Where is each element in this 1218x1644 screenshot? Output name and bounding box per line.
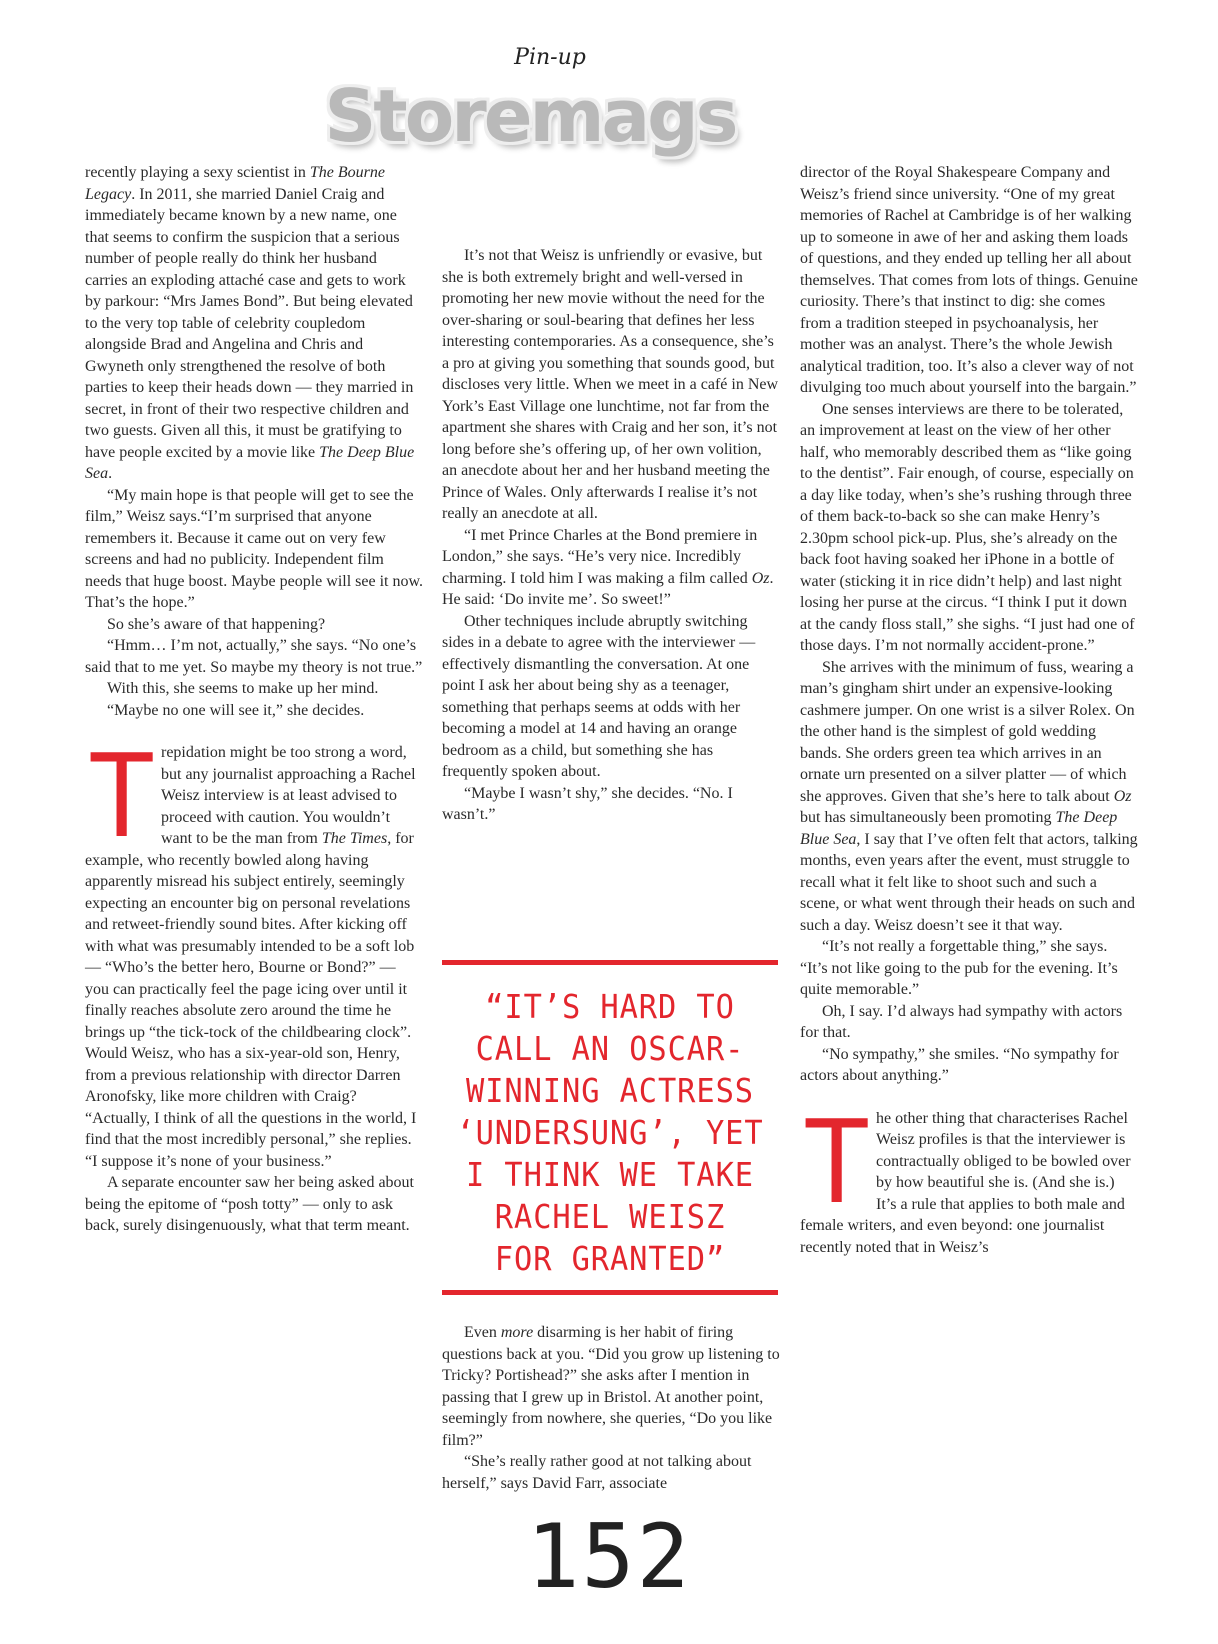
- paragraph: [442, 525, 780, 611]
- text-run: “It’s not really a forgettable thing,” she says. “It’s not like going to the pub for the evening. It’s quite memorable.”: [800, 938, 1118, 998]
- text-run: She arrives with the minimum of fuss, wearing a man’s gingham shirt under an expensive-looking cashmere jumper. On one wrist is a silver Rolex. On the other hand is the simplest of gold wedding bands. She orders green tea which arrives in an ornate urn presented on a silver platter — of which she approves. Given that she’s here to talk about: [800, 658, 1135, 805]
- pull-quote: [442, 960, 778, 1296]
- text-run: , I say that I’ve often felt that actors, talking months, even years after the event, must struggle to recall what it felt like to shoot such and such a scene, or what went through their heads on such and such a day. Weisz doesn’t see it that way.: [800, 830, 1138, 934]
- text-run: So she’s aware of that happening?: [107, 615, 326, 633]
- text-run: “She’s really rather good at not talking about herself,” says David Farr, associate: [442, 1453, 752, 1492]
- paragraph: [442, 1322, 780, 1451]
- text-run: repidation might be too strong a word, but any journalist approaching a Rachel Weisz interview is at least advised to proceed with caution. You wouldn’t want to be the man from: [161, 744, 416, 847]
- italic-title: The Deep Blue Sea: [800, 809, 1118, 848]
- italic-title: more: [500, 1324, 534, 1341]
- pull-quote-rule-bottom: [442, 1290, 778, 1295]
- pull-quote-text: “IT’S HARD TO CALL AN OSCAR- WINNING ACTRESS ‘UNDERSUNG’, YET I THINK WE TAKE RACHEL WEISZ FOR GRANTED”: [456, 987, 764, 1278]
- text-run: he other thing that characterises Rachel Weisz profiles is that the interviewer is contractually obliged to be bowled over by how beautiful she is. (And she is.) It’s a rule that applies to both male and female writers, and even beyond: one journalist recently noted that in Weisz’s: [800, 1109, 1131, 1256]
- italic-title: The Bourne Legacy: [85, 164, 385, 203]
- text-run: , for example, who recently bowled along having apparently misread his subject entirely, seemingly expecting an encounter big on personal revelations and retweet-friendly sound bites. After kicking off with what was presumably intended to be a soft lob — “Who’s the better hero, Bourne or Bond?” — you can practically feel the page icing over until it finally reaches absolute zero around the time he brings up “the tick-tock of the childbearing clock”. Would Weisz, who has a six-year-old son, Henry, from a previous relationship with director Darren Aronofsky, like more children with Craig? “Actually, I think of all the questions in the world, I find that the most incredibly personal,” she replies. “I suppose it’s none of your business.”: [85, 830, 417, 1170]
- masthead-logo: [320, 44, 740, 158]
- paragraph: [800, 1044, 1138, 1087]
- paragraph: [800, 1001, 1138, 1044]
- paragraph: [85, 726, 423, 1172]
- text-run: One senses interviews are there to be tolerated, an improvement at least on the view of her other half, who memorably described them as “like going to the dentist”. Fair enough, of course, especially on a day like today, when’s she’s rushing through three of them back-to-back so she can make Henry’s 2.30pm school pick-up. Plus, she’s already on the back foot having soaked her iPhone in a bottle of water (sticking it in rice didn’t help) and last night losing her purse at the circus. “I think I put it down at the candy floss stall,” she sighs. “I just had one of those days. I’m not normally accident-prone.”: [800, 400, 1135, 654]
- paragraph: [85, 614, 423, 636]
- paragraph: [85, 485, 423, 614]
- text-run: With this, she seems to make up her mind.: [107, 680, 379, 697]
- text-run: but has simultaneously been promoting: [800, 809, 1056, 826]
- text-run: Oh, I say. I’d always had sympathy with actors for that.: [800, 1002, 1123, 1041]
- text-run: “I met Prince Charles at the Bond premiere in London,” she says. “He’s very nice. Incredibly charming. I told him I was making a film called: [442, 526, 758, 587]
- text-run: recently playing a sexy scientist in: [85, 164, 310, 181]
- paragraph: [800, 162, 1138, 399]
- paragraph: [85, 162, 423, 485]
- paragraph: [800, 1091, 1138, 1259]
- text-run: “No sympathy,” she smiles. “No sympathy for actors about anything.”: [800, 1045, 1119, 1084]
- text-run: director of the Royal Shakespeare Company and Weisz’s friend since university. “One of my great memories of Rachel at Cambridge is of her walking up to someone in awe of her and asking them loads of questions, and they ended up telling her all about themselves. That comes from lots of things. Genuine curiosity. There’s that instinct to dig: she comes from a tradition steeped in psychoanalysis, her mother was an analyst. There’s the whole Jewish analytical tradition, too. It’s also a clever way of not divulging too much about yourself into the bargain.”: [800, 164, 1138, 396]
- italic-title: Oz: [1113, 787, 1132, 805]
- text-run: disarming is her habit of firing questions back at you. “Did you grow up listening to Tricky? Portishead?” she asks after I mention in passing that I grew up in Bristol. At another point, seemingly from nowhere, she queries, “Do you like film?”: [442, 1324, 780, 1449]
- paragraph: [442, 783, 780, 826]
- text-run: . He said: ‘Do invite me’. So sweet!”: [442, 569, 774, 608]
- article-column-3: [800, 162, 1138, 1258]
- text-run: .: [108, 465, 113, 482]
- text-run: “Maybe no one will see it,” she decides.: [107, 701, 365, 719]
- text-run: “Hmm… I’m not, actually,” she says. “No one’s said that to me yet. So maybe my theory is not true.”: [85, 637, 423, 676]
- paragraph: [85, 1172, 423, 1237]
- paragraph: [800, 399, 1138, 657]
- article-column-2-top: [442, 245, 780, 826]
- italic-title: Oz: [751, 569, 770, 587]
- paragraph: [442, 611, 780, 783]
- text-run: A separate encounter saw her being asked about being the epitome of “posh totty” — only to ask back, surely disingenuously, what that term meant.: [85, 1174, 414, 1234]
- section-label: Pin-up: [514, 45, 586, 70]
- text-run: . In 2011, she married Daniel Craig and immediately became known by a new name, one that seems to confirm the suspicion that a serious number of people really do think her husband carries an exploding attaché case and gets to work by parkour: “Mrs James Bond”. But being elevated to the very top table of celebrity coupledom alongside Brad and Angelina and Chris and Gwyneth only strengthened the resolve of both parties to keep their heads down — they married in secret, in front of their two respective children and two guests. Given all this, it must be gratifying to have people excited by a movie like: [85, 185, 414, 461]
- paragraph: [800, 657, 1138, 937]
- italic-title: The Times: [321, 830, 388, 847]
- pull-quote-rule-top: [442, 960, 778, 965]
- drop-cap: T: [803, 1091, 871, 1228]
- paragraph: [85, 635, 423, 678]
- paragraph: [85, 678, 423, 700]
- paragraph: [442, 1451, 780, 1494]
- text-run: It’s not that Weisz is unfriendly or evasive, but she is both extremely bright and well-versed in promoting her new movie without the need for the over-sharing or soul-bearing that defines her less interesting contemporaries. As a consequence, she’s a pro at giving you something that sounds good, but discloses very little. When we meet in a café in New York’s East Village one lunchtime, not far from the apartment she shares with Craig and her son, it’s not long before she’s offering up, of her own volition, an anecdote about her and her husband meeting the Prince of Wales. Only afterwards I realise it’s not really an anecdote at all.: [442, 247, 779, 522]
- page-number: 152: [526, 1505, 692, 1608]
- paragraph: [442, 245, 780, 525]
- text-run: Even: [464, 1324, 501, 1341]
- paragraph: [800, 936, 1138, 1001]
- brand-wordmark: Storemags: [324, 74, 736, 158]
- text-run: Other techniques include abruptly switching sides in a debate to agree with the interviewer — effectively dismantling the conversation. At one point I ask her about being shy as a teenager, something that perhaps seems at odds with her becoming a model at 14 and having an orange bedroom as a child, but something she has frequently spoken about.: [442, 612, 756, 780]
- article-column-1: [85, 162, 423, 1237]
- article-column-2-bottom: [442, 1322, 780, 1494]
- paragraph: [85, 700, 423, 722]
- italic-title: The Deep Blue Sea: [85, 443, 415, 482]
- drop-cap: T: [88, 726, 156, 862]
- text-run: “My main hope is that people will get to see the film,” Weisz says.“I’m surprised that anyone remembers it. Because it came out on very few screens and had no publicity. Independent film needs that huge boost. Maybe people will see it now. That’s the hope.”: [85, 486, 423, 611]
- text-run: “Maybe I wasn’t shy,” she decides. “No. I wasn’t.”: [442, 784, 733, 823]
